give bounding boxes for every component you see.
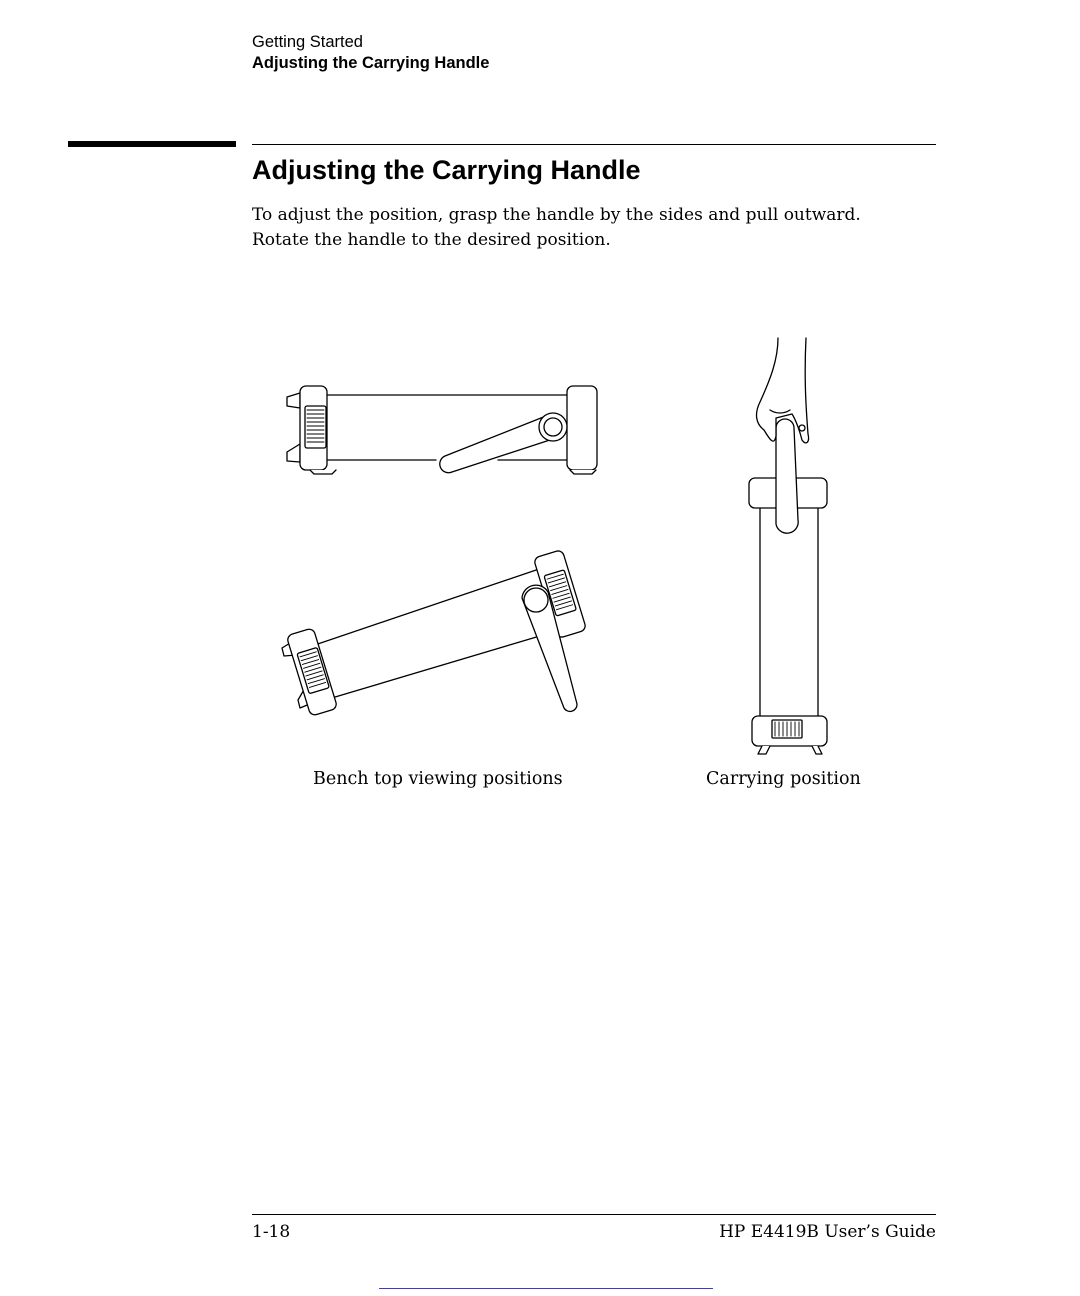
guide-title: HP E4419B User’s Guide xyxy=(719,1222,936,1242)
footer-rule xyxy=(252,1214,936,1215)
body-line-1: To adjust the position, grasp the handle by the sides and pull outward. xyxy=(252,205,861,225)
page-number: 1-18 xyxy=(252,1222,291,1242)
caption-carrying: Carrying position xyxy=(706,769,861,789)
carrying-view xyxy=(749,338,827,754)
link-underline[interactable] xyxy=(379,1288,713,1289)
header-section: Getting Started xyxy=(252,33,363,51)
page-title: Adjusting the Carrying Handle xyxy=(252,155,641,185)
bench-view-horizontal xyxy=(287,386,597,474)
caption-bench-top: Bench top viewing positions xyxy=(313,769,563,789)
bench-view-tilted xyxy=(282,549,587,716)
body-line-2: Rotate the handle to the desired position. xyxy=(252,230,611,250)
header-subsection: Adjusting the Carrying Handle xyxy=(252,54,490,72)
